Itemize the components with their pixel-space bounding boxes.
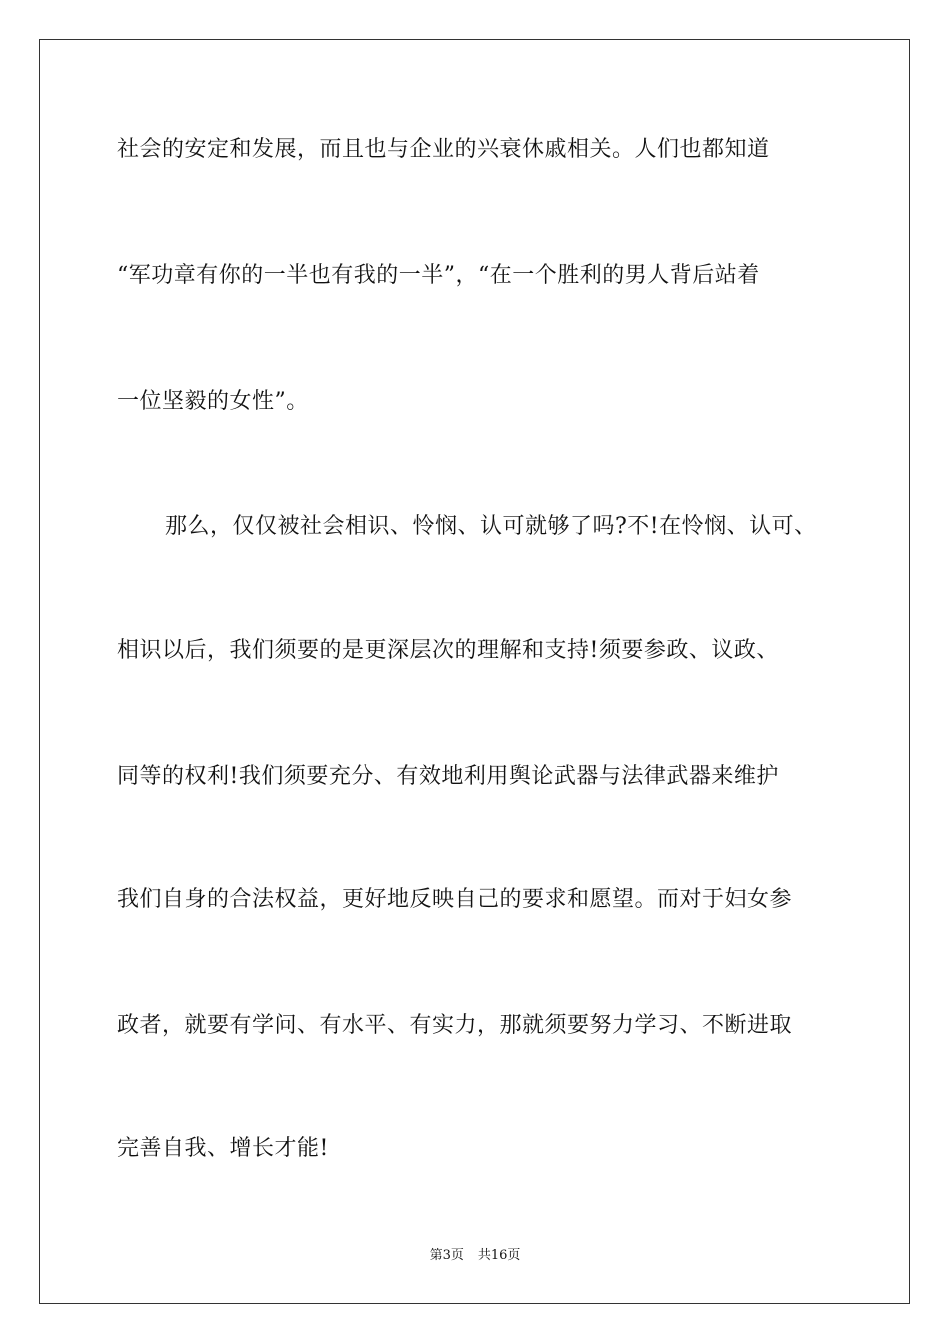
page-number: 第3页: [429, 1248, 464, 1263]
text-line: 相识以后，我们须要的是更深层次的理解和支持!须要参政、议政、: [117, 638, 779, 663]
text-line: 我们自身的合法权益，更好地反映自己的要求和愿望。而对于妇女参: [117, 887, 793, 912]
page-footer: [0, 1247, 950, 1265]
text-line: 社会的安定和发展，而且也与企业的兴衰休戚相关。人们也都知道: [117, 137, 770, 162]
total-pages: 共16页: [477, 1248, 521, 1263]
text-line: 完善自我、增长才能!: [117, 1136, 329, 1161]
text-line: 一位坚毅的女性”。: [117, 389, 309, 414]
page-border: [39, 39, 910, 1304]
text-line: 同等的权利!我们须要充分、有效地利用舆论武器与法律武器来维护: [117, 764, 779, 789]
paragraph-start-line: 那么，仅仅被社会相识、怜悯、认可就够了吗?不!在怜悯、认可、: [165, 514, 817, 539]
text-line: 政者，就要有学问、有水平、有实力，那就须要努力学习、不断进取: [117, 1013, 793, 1038]
text-line: “军功章有你的一半也有我的一半”，“在一个胜利的男人背后站着: [117, 263, 760, 288]
